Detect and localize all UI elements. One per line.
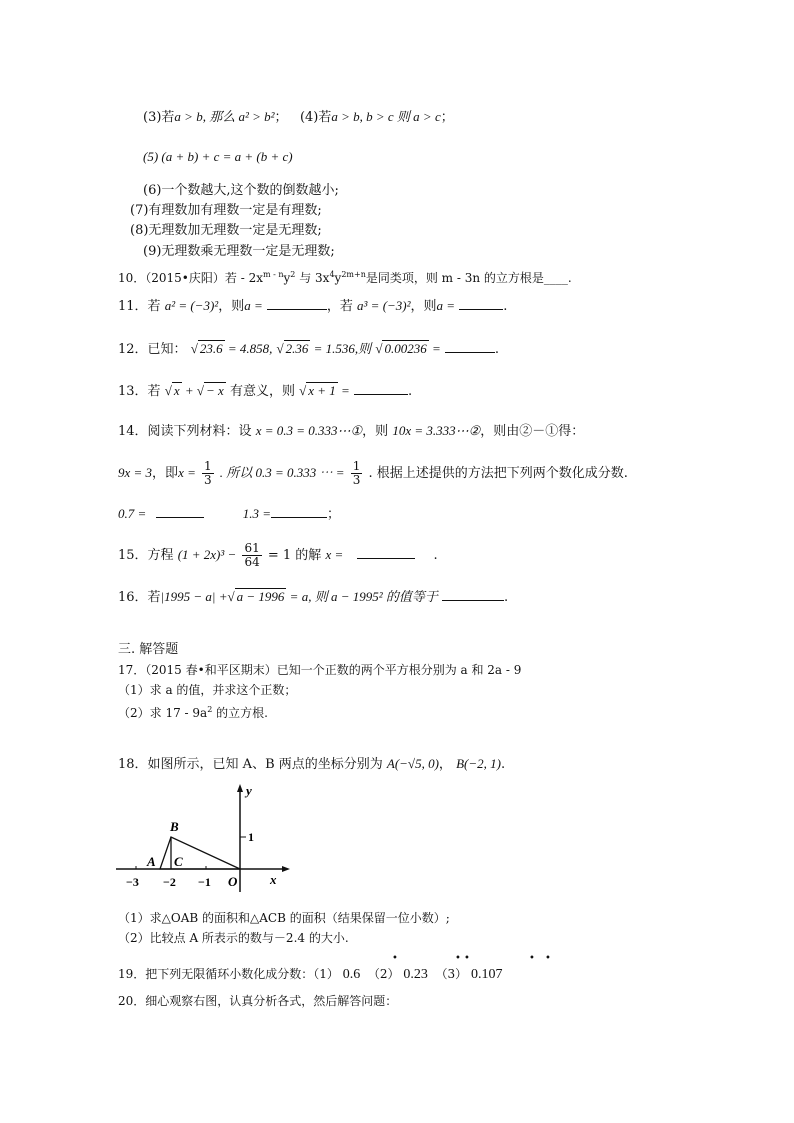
- punct: ；: [440, 110, 454, 125]
- coordinate-figure: [112, 782, 292, 894]
- denominator: 3: [204, 473, 212, 487]
- question-11: [118, 297, 507, 316]
- question-20: 20．细心观察右图，认真分析各式，然后解答问题：: [118, 994, 398, 1008]
- triangle-oab: [160, 837, 240, 869]
- tick-label-1: 1: [248, 830, 254, 844]
- text: 10．（2015•庆阳）若 - 2x: [118, 271, 263, 285]
- statement-3-4: [143, 108, 454, 127]
- radicand: x: [173, 383, 180, 398]
- question-10: [118, 266, 572, 287]
- text: ，则由②－①得：: [480, 424, 585, 439]
- text: （2）求 17 - 9a: [118, 706, 208, 720]
- radicand: 2.36: [285, 341, 309, 356]
- text: .: [500, 757, 506, 772]
- question-16: 16．若|1995 − a| +√ a − 1996 = a, 则 a − 1995² 的值等于 .: [118, 589, 509, 605]
- radicand: 23.6: [199, 341, 223, 356]
- radicand: a − 1996: [236, 589, 285, 604]
- numerator: 61: [244, 541, 260, 555]
- fraction: [351, 460, 363, 487]
- text: y: [334, 271, 342, 285]
- label-a: A: [147, 854, 156, 869]
- expression: a =: [436, 298, 456, 313]
- text: ，若: [326, 299, 353, 314]
- radicand: − x: [206, 383, 224, 398]
- label: (3)若: [143, 110, 175, 125]
- text: 是同类项，则 m - 3n 的立方根是____.: [365, 271, 572, 285]
- expression: B(−2, 1): [456, 756, 501, 771]
- expression: |1995 − a| +: [160, 589, 228, 604]
- text: ，: [438, 757, 452, 772]
- text: .: [433, 548, 438, 563]
- y-axis-arrow: [237, 784, 243, 792]
- answer-blank[interactable]: [354, 382, 408, 395]
- text: .: [407, 384, 413, 399]
- label-x: x: [270, 872, 277, 887]
- question-17: 17．（2015 春•和平区期末）已知一个正数的两个平方根分别为 a 和 2a - 9: [118, 663, 522, 677]
- expression: a² = (−3)²: [164, 298, 219, 313]
- text: ，即: [152, 466, 179, 481]
- statement-6: (6)一个数越大,这个数的倒数越小;: [143, 183, 339, 198]
- radicand: x + 1: [308, 383, 336, 398]
- expression: x =: [178, 465, 196, 480]
- text: .: [504, 590, 509, 605]
- text: 19．把下列无限循环小数化成分数：（1）: [118, 967, 339, 981]
- label-b: B: [170, 819, 179, 834]
- text: 16．若: [118, 590, 161, 605]
- question-12: 12．已知： √ 23.6 = 4.858, √ 2.36 = 1.536,则 √ 0.00236 = .: [118, 341, 500, 357]
- text: y: [283, 271, 291, 285]
- question-14-line3: [118, 505, 340, 524]
- expression: 10x = 3.333⋯②: [392, 423, 481, 438]
- text: 18．如图所示，已知 A、B 两点的坐标分别为: [118, 757, 383, 772]
- answer-blank[interactable]: [156, 505, 204, 518]
- answer-blank[interactable]: [357, 546, 415, 559]
- value: = 1.536,则: [310, 341, 372, 356]
- recurring-dot: •: [545, 953, 551, 964]
- expression: x =: [325, 547, 344, 562]
- expression: 0.7 =: [118, 506, 147, 521]
- answer-blank[interactable]: [267, 297, 327, 310]
- answer-blank[interactable]: [445, 340, 495, 353]
- text: .: [503, 299, 508, 314]
- value: = 4.858,: [224, 341, 273, 356]
- expression: a > b, b > c 则 a > c: [331, 109, 441, 124]
- question-18-part2: （2）比较点 A 所表示的数与－2.4 的大小.: [118, 931, 349, 945]
- question-18-part1: （1）求△OAB 的面积和△ACB 的面积（结果保留一位小数）;: [118, 911, 450, 925]
- text: （3）: [435, 967, 468, 981]
- recurring-dot: •: [392, 953, 398, 964]
- text: 15．方程: [118, 548, 174, 563]
- text: ，则: [410, 299, 437, 314]
- answer-blank[interactable]: [442, 588, 504, 601]
- text: = 1 的解: [267, 548, 322, 563]
- tick-label-minus3: −3: [126, 875, 139, 889]
- expression: a > b, 那么 a² > b²: [174, 109, 275, 124]
- denominator: 64: [244, 555, 260, 569]
- label-y: y: [246, 783, 252, 798]
- text: .: [494, 342, 500, 357]
- text: 的立方根.: [212, 706, 268, 720]
- repeating-decimal-1: 0.6: [342, 967, 361, 982]
- exponent: 4: [329, 270, 335, 279]
- text: . 根据上述提供的方法把下列两个数化成分数.: [368, 466, 628, 481]
- exponent: 2m+n: [341, 270, 366, 279]
- recurring-dot: •: [464, 953, 470, 964]
- text: 有意义，则: [225, 384, 295, 399]
- denominator: 3: [352, 473, 361, 487]
- expression: (1 + 2x)³ −: [177, 547, 237, 562]
- text: 与 3x: [295, 271, 330, 285]
- operator: +: [181, 383, 197, 398]
- text: 11．若: [118, 299, 161, 314]
- expression: a³ = (−3)²: [357, 298, 411, 313]
- text: 13．若: [118, 384, 161, 399]
- question-17-part1: （1）求 a 的值，并求这个正数；: [118, 683, 297, 697]
- statement-5: (5) (a + b) + c = a + (b + c): [143, 149, 293, 164]
- text: 12．已知：: [118, 342, 187, 357]
- text: =: [337, 383, 350, 398]
- x-axis-arrow: [282, 866, 290, 872]
- expression: 1.3 =: [242, 506, 271, 521]
- tick-label-minus1: −1: [198, 875, 211, 889]
- punct: ；: [274, 110, 288, 125]
- fraction: [242, 542, 261, 569]
- value: =: [428, 341, 441, 356]
- expression: 9x = 3: [118, 465, 153, 480]
- question-14-line1: [118, 422, 584, 441]
- question-17-part2: [118, 701, 268, 722]
- expression: a =: [244, 298, 263, 313]
- statement-9: (9)无理数乘无理数一定是无理数;: [143, 244, 335, 259]
- text: ；: [326, 507, 340, 522]
- question-19: [118, 965, 502, 984]
- text: ，则: [362, 424, 389, 439]
- question-15: [118, 540, 438, 570]
- section-heading: 三. 解答题: [118, 642, 179, 657]
- text: （2）: [367, 967, 400, 981]
- text: 14．阅读下列材料：设: [118, 424, 252, 439]
- statement-8: (8)无理数加无理数一定是无理数;: [130, 223, 322, 238]
- label-origin: O: [228, 874, 238, 889]
- question-18: [118, 755, 505, 774]
- exponent: 2: [207, 705, 213, 714]
- repeating-decimal-2: 0.23: [403, 967, 428, 982]
- text: ，则: [218, 299, 245, 314]
- answer-blank[interactable]: [271, 505, 327, 518]
- label: (4)若: [299, 110, 332, 125]
- recurring-dot: •: [529, 953, 535, 964]
- statement-7: (7)有理数加有理数一定是有理数;: [130, 203, 322, 218]
- exponent: 2: [290, 270, 296, 279]
- expression: = a, 则 a − 1995² 的值等于: [286, 589, 438, 604]
- expression: A(−√5, 0): [386, 756, 439, 771]
- numerator: 1: [204, 459, 212, 473]
- expression: x = 0.3 = 0.333⋯①: [255, 423, 363, 438]
- question-14-line2: [118, 458, 628, 488]
- recurring-dot: •: [455, 953, 461, 964]
- numerator: 1: [352, 459, 361, 473]
- expression: . 所以 0.3 = 0.333 ⋯ =: [219, 465, 345, 480]
- radicand: 0.00236: [384, 341, 427, 356]
- tick-label-minus2: −2: [163, 875, 176, 889]
- exponent: m - n: [262, 270, 284, 279]
- fraction: [202, 460, 214, 487]
- label-c: C: [174, 854, 183, 869]
- answer-blank[interactable]: [459, 297, 503, 310]
- repeating-decimal-3: 0.107: [470, 967, 503, 982]
- question-13: 13．若 √ x + √ − x 有意义，则 √ x + 1 = .: [118, 383, 413, 399]
